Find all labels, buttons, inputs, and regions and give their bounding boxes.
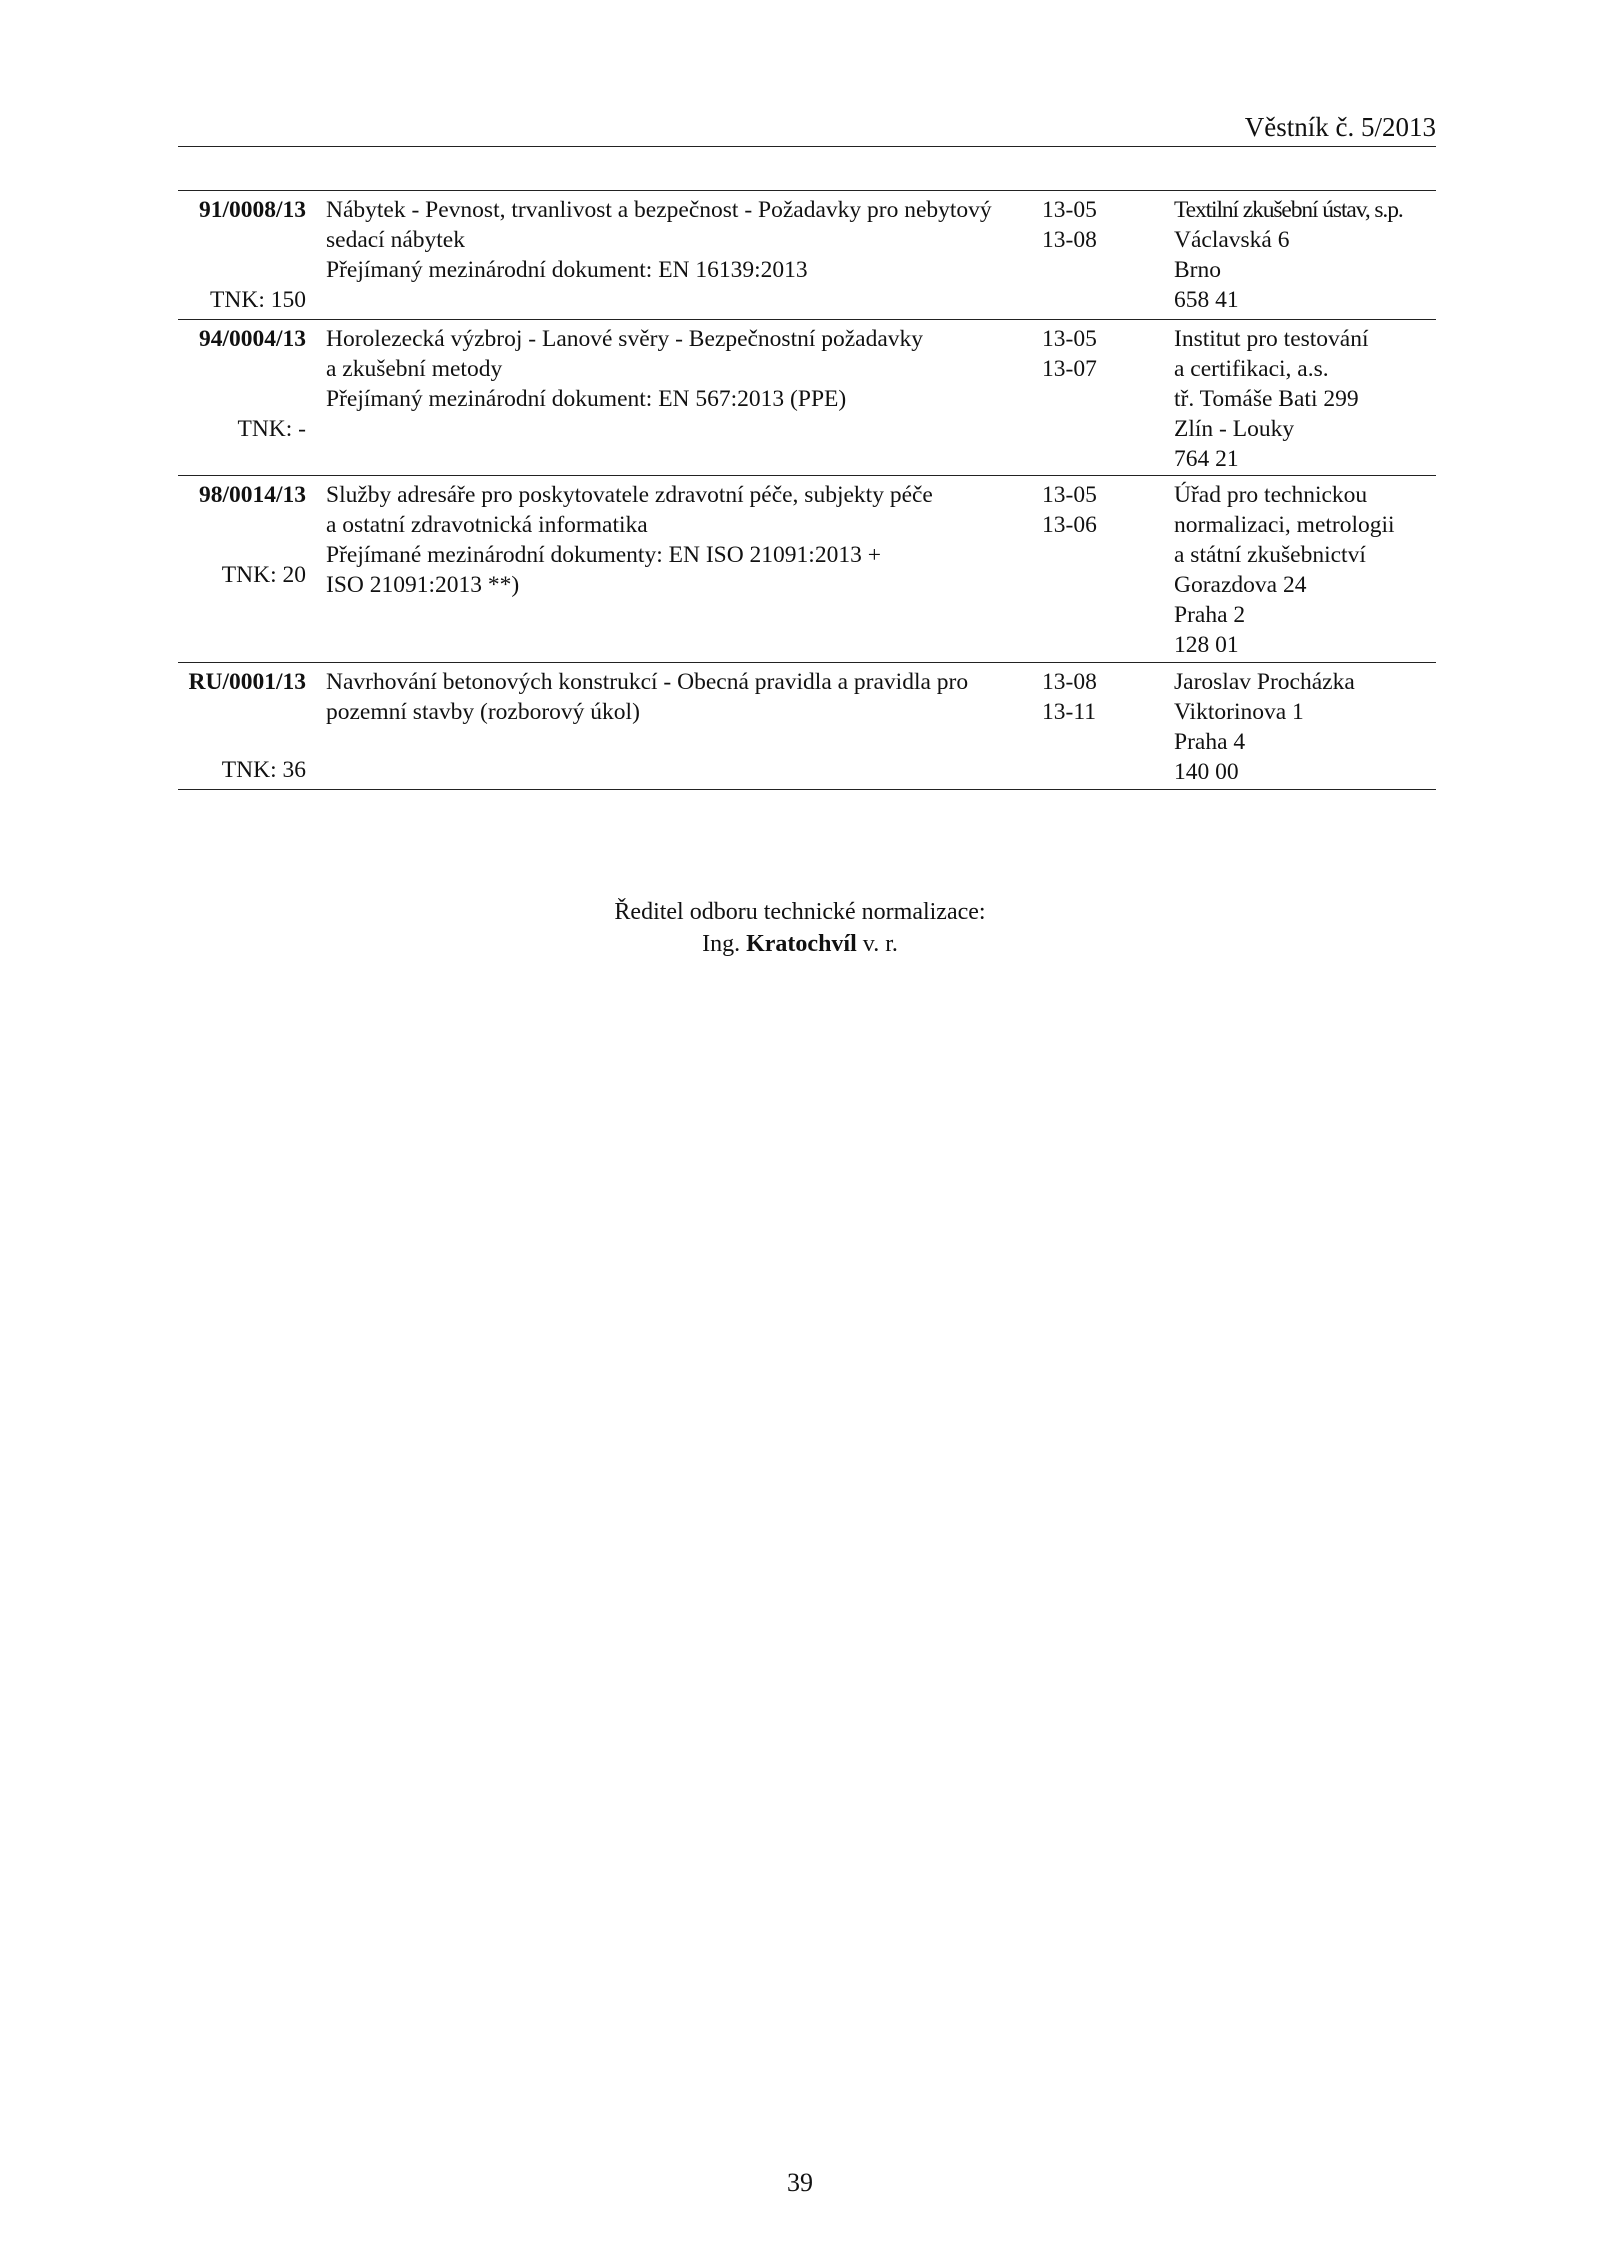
address-line: Václavská 6	[1174, 227, 1290, 253]
adopted-document: ISO 21091:2013 **)	[326, 572, 520, 598]
page-number: 39	[787, 2168, 813, 2197]
adopted-document: Přejímaný mezinárodní dokument: EN 567:2013 (PPE)	[326, 386, 847, 412]
signature-block	[0, 896, 1600, 960]
address-line: Zlín - Louky	[1174, 416, 1295, 442]
date-start: 13-05	[1042, 197, 1097, 223]
address-line: Praha 2	[1174, 602, 1246, 628]
address-line: 128 01	[1174, 632, 1239, 658]
date-start: 13-05	[1042, 482, 1097, 508]
address-line: a státní zkušebnictví	[1174, 542, 1366, 568]
address-line: 764 21	[1174, 446, 1239, 472]
date-start: 13-05	[1042, 326, 1097, 352]
title-line: a ostatní zdravotnická informatika	[326, 512, 648, 538]
project-id: 98/0014/13	[198, 482, 306, 508]
address-line: Jaroslav Procházka	[1174, 669, 1355, 695]
address-line: Brno	[1174, 257, 1221, 283]
adopted-document: Přejímané mezinárodní dokumenty: EN ISO 21091:2013 +	[326, 542, 881, 568]
date-end: 13-08	[1042, 227, 1097, 253]
address-cell	[1174, 191, 1436, 319]
signatory-title: Ing.	[702, 931, 741, 957]
title-cell	[306, 191, 1042, 319]
page-header	[178, 112, 1436, 147]
table-row	[178, 191, 1436, 320]
standards-table	[178, 190, 1436, 790]
signatory-role: Ředitel odboru technické normalizace:	[614, 899, 986, 925]
project-id: 91/0008/13	[198, 197, 306, 223]
title-line: sedací nábytek	[326, 227, 465, 253]
dates-cell	[1042, 663, 1174, 789]
address-line: Gorazdova 24	[1174, 572, 1307, 598]
address-line: Praha 4	[1174, 729, 1246, 755]
address-cell	[1174, 663, 1436, 789]
address-line: Viktorinova 1	[1174, 699, 1304, 725]
bulletin-title: Věstník č. 5/2013	[1244, 112, 1436, 142]
id-cell	[178, 663, 306, 789]
address-cell	[1174, 320, 1436, 475]
address-line: Institut pro testování	[1174, 326, 1369, 352]
address-line: 140 00	[1174, 759, 1239, 785]
id-cell	[178, 320, 306, 475]
address-line: normalizaci, metrologii	[1174, 512, 1395, 538]
tnk-number: TNK: -	[237, 416, 306, 442]
address-line: tř. Tomáše Bati 299	[1174, 386, 1359, 412]
project-id: RU/0001/13	[188, 669, 306, 695]
title-line: Navrhování betonových konstrukcí - Obecná pravidla a pravidla pro	[326, 669, 969, 695]
id-cell	[178, 476, 306, 662]
title-line: Horolezecká výzbroj - Lanové svěry - Bezpečnostní požadavky	[326, 326, 924, 352]
title-line: a zkušební metody	[326, 356, 503, 382]
tnk-number: TNK: 36	[221, 757, 306, 783]
title-cell	[306, 663, 1042, 789]
date-end: 13-07	[1042, 356, 1097, 382]
signatory-name: Kratochvíl	[746, 931, 857, 957]
tnk-number: TNK: 20	[221, 562, 306, 588]
title-cell	[306, 320, 1042, 475]
signatory-suffix: v. r.	[862, 931, 898, 957]
title-line: Nábytek - Pevnost, trvanlivost a bezpečnost - Požadavky pro nebytový	[326, 197, 992, 223]
tnk-number: TNK: 150	[210, 287, 306, 313]
table-row	[178, 320, 1436, 476]
table-row	[178, 663, 1436, 790]
dates-cell	[1042, 476, 1174, 662]
adopted-document: Přejímaný mezinárodní dokument: EN 16139:2013	[326, 257, 808, 283]
address-line: 658 41	[1174, 287, 1239, 313]
address-line: a certifikaci, a.s.	[1174, 356, 1329, 382]
table-row	[178, 476, 1436, 663]
title-cell	[306, 476, 1042, 662]
signatory-name-line	[0, 928, 1600, 960]
project-id: 94/0004/13	[198, 326, 306, 352]
title-line: Služby adresáře pro poskytovatele zdravotní péče, subjekty péče	[326, 482, 933, 508]
date-start: 13-08	[1042, 669, 1097, 695]
address-cell	[1174, 476, 1436, 662]
id-cell	[178, 191, 306, 319]
date-end: 13-06	[1042, 512, 1097, 538]
address-line: Úřad pro technickou	[1174, 482, 1368, 508]
title-line: pozemní stavby (rozborový úkol)	[326, 699, 640, 725]
address-line: Textilní zkušební ústav, s.p.	[1174, 197, 1403, 223]
dates-cell	[1042, 320, 1174, 475]
dates-cell	[1042, 191, 1174, 319]
date-end: 13-11	[1042, 699, 1096, 725]
